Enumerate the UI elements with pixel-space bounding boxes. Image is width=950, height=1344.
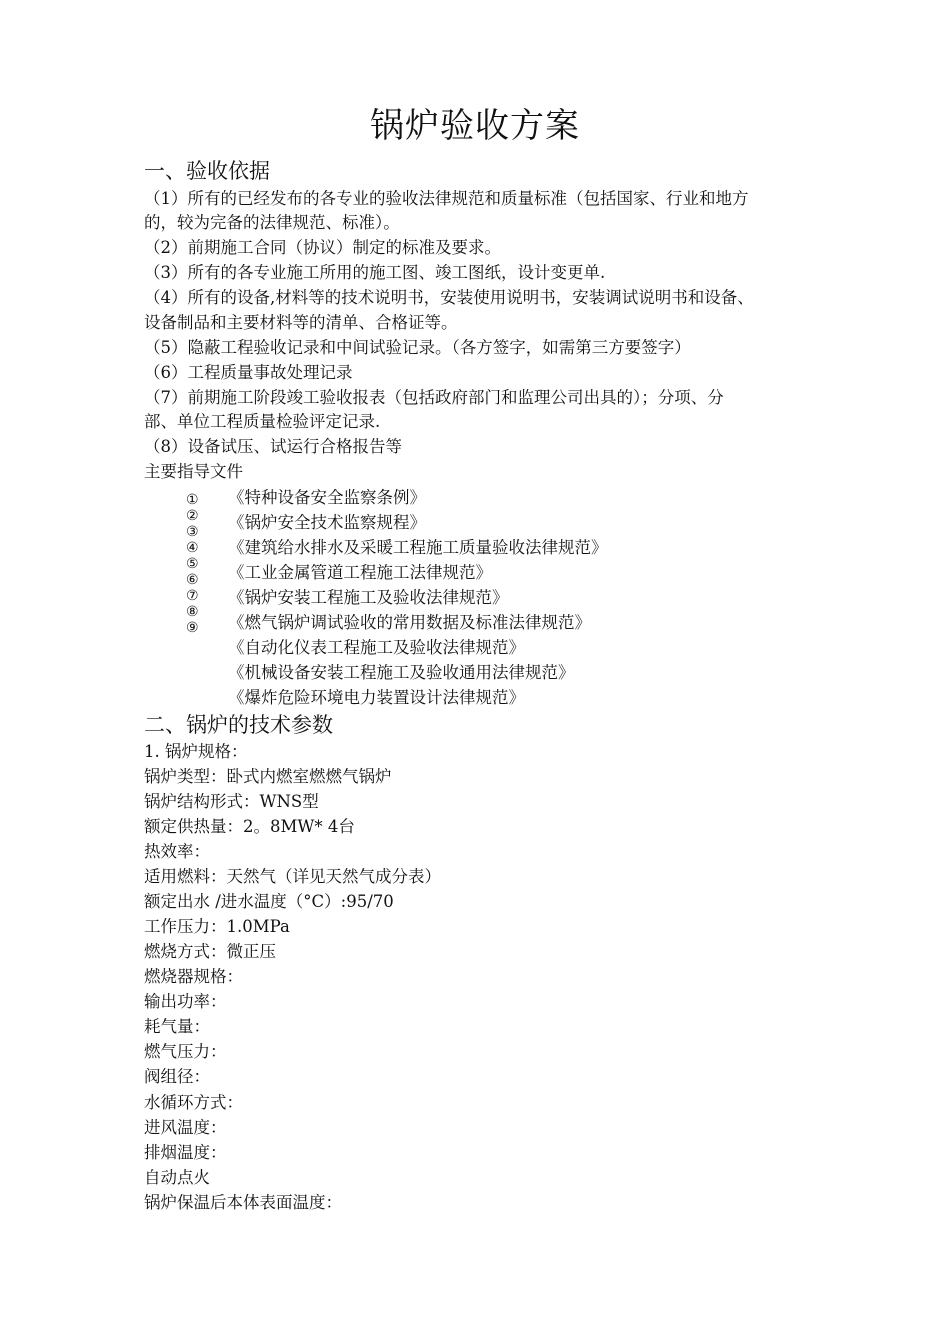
param-line: 耗气量： [144,1017,210,1036]
body-line: 部、单位工程质量检验评定记录. [144,412,381,431]
list-marker: ⑦ [186,588,199,604]
param-line: 进风温度： [144,1118,227,1137]
guidance-doc-item: 《锅炉安全技术监察规程》 [228,513,426,532]
body-line: （5）隐蔽工程验收记录和中间试验记录。（各方签字，如需第三方要签字） [144,338,691,357]
param-line: 热效率： [144,842,210,861]
param-line: 输出功率： [144,992,227,1011]
param-line: 1. 锅炉规格： [144,742,248,761]
param-line: 燃气压力： [144,1042,227,1061]
section-heading-acceptance-basis: 一、验收依据 [144,159,270,183]
guidance-doc-item: 《爆炸危险环境电力装置设计法律规范》 [228,688,525,707]
body-line: 的，较为完备的法律规范、标准）。 [144,213,400,232]
param-line: 锅炉保温后本体表面温度： [144,1193,342,1212]
body-line: （3）所有的各专业施工所用的施工图、竣工图纸，设计变更单. [144,263,606,282]
param-line: 水循环方式： [144,1093,243,1112]
param-line: 自动点火 [144,1168,210,1187]
body-line: 设备制品和主要材料等的清单、合格证等。 [144,313,458,332]
list-marker: ④ [186,540,199,556]
list-marker: ② [186,508,199,524]
guidance-doc-item: 《燃气锅炉调试验收的常用数据及标准法律规范》 [228,613,591,632]
param-line: 排烟温度： [144,1143,227,1162]
param-line: 额定供热量：2。8MW* 4台 [144,817,355,836]
param-line: 锅炉结构形式：WNS型 [144,792,319,811]
list-marker: ① [186,492,199,508]
body-line: （2）前期施工合同（协议）制定的标准及要求。 [144,238,501,257]
body-line: （4）所有的设备,材料等的技术说明书，安装使用说明书，安装调试说明书和设备、 [144,288,754,307]
param-line: 工作压力：1.0MPa [144,917,290,936]
body-line: （8）设备试压、试运行合格报告等 [144,437,402,456]
param-line: 锅炉类型：卧式内燃室燃燃气锅炉 [144,767,392,786]
param-line: 适用燃料：天然气（详见天然气成分表） [144,867,441,886]
document-title: 锅炉验收方案 [370,106,580,146]
param-line: 燃烧方式：微正压 [144,942,276,961]
body-line: （6）工程质量事故处理记录 [144,363,353,382]
guidance-doc-item: 《机械设备安装工程施工及验收通用法律规范》 [228,663,575,682]
guidance-doc-item: 《建筑给水排水及采暖工程施工质量验收法律规范》 [228,538,608,557]
body-line: （1）所有的已经发布的各专业的验收法律规范和质量标准（包括国家、行业和地方 [144,189,749,208]
param-line: 燃烧器规格： [144,967,243,986]
guidance-doc-item: 《自动化仪表工程施工及验收法律规范》 [228,638,525,657]
list-marker: ⑤ [186,556,199,572]
guidance-doc-item: 《特种设备安全监察条例》 [228,488,426,507]
guidance-doc-item: 《工业金属管道工程施工法律规范》 [228,563,492,582]
list-marker: ⑨ [186,620,199,636]
param-line: 额定出水 /进水温度（°C）:95/70 [144,892,394,911]
list-marker: ③ [186,524,199,540]
section-heading-technical-params: 二、锅炉的技术参数 [144,713,333,737]
body-line: （7）前期施工阶段竣工验收报表（包括政府部门和监理公司出具的）；分项、分 [144,388,724,407]
guidance-docs-label: 主要指导文件 [144,462,243,481]
guidance-doc-item: 《锅炉安装工程施工及验收法律规范》 [228,588,509,607]
list-marker: ⑥ [186,572,199,588]
param-line: 阀组径： [144,1067,210,1086]
list-marker: ⑧ [186,604,199,620]
